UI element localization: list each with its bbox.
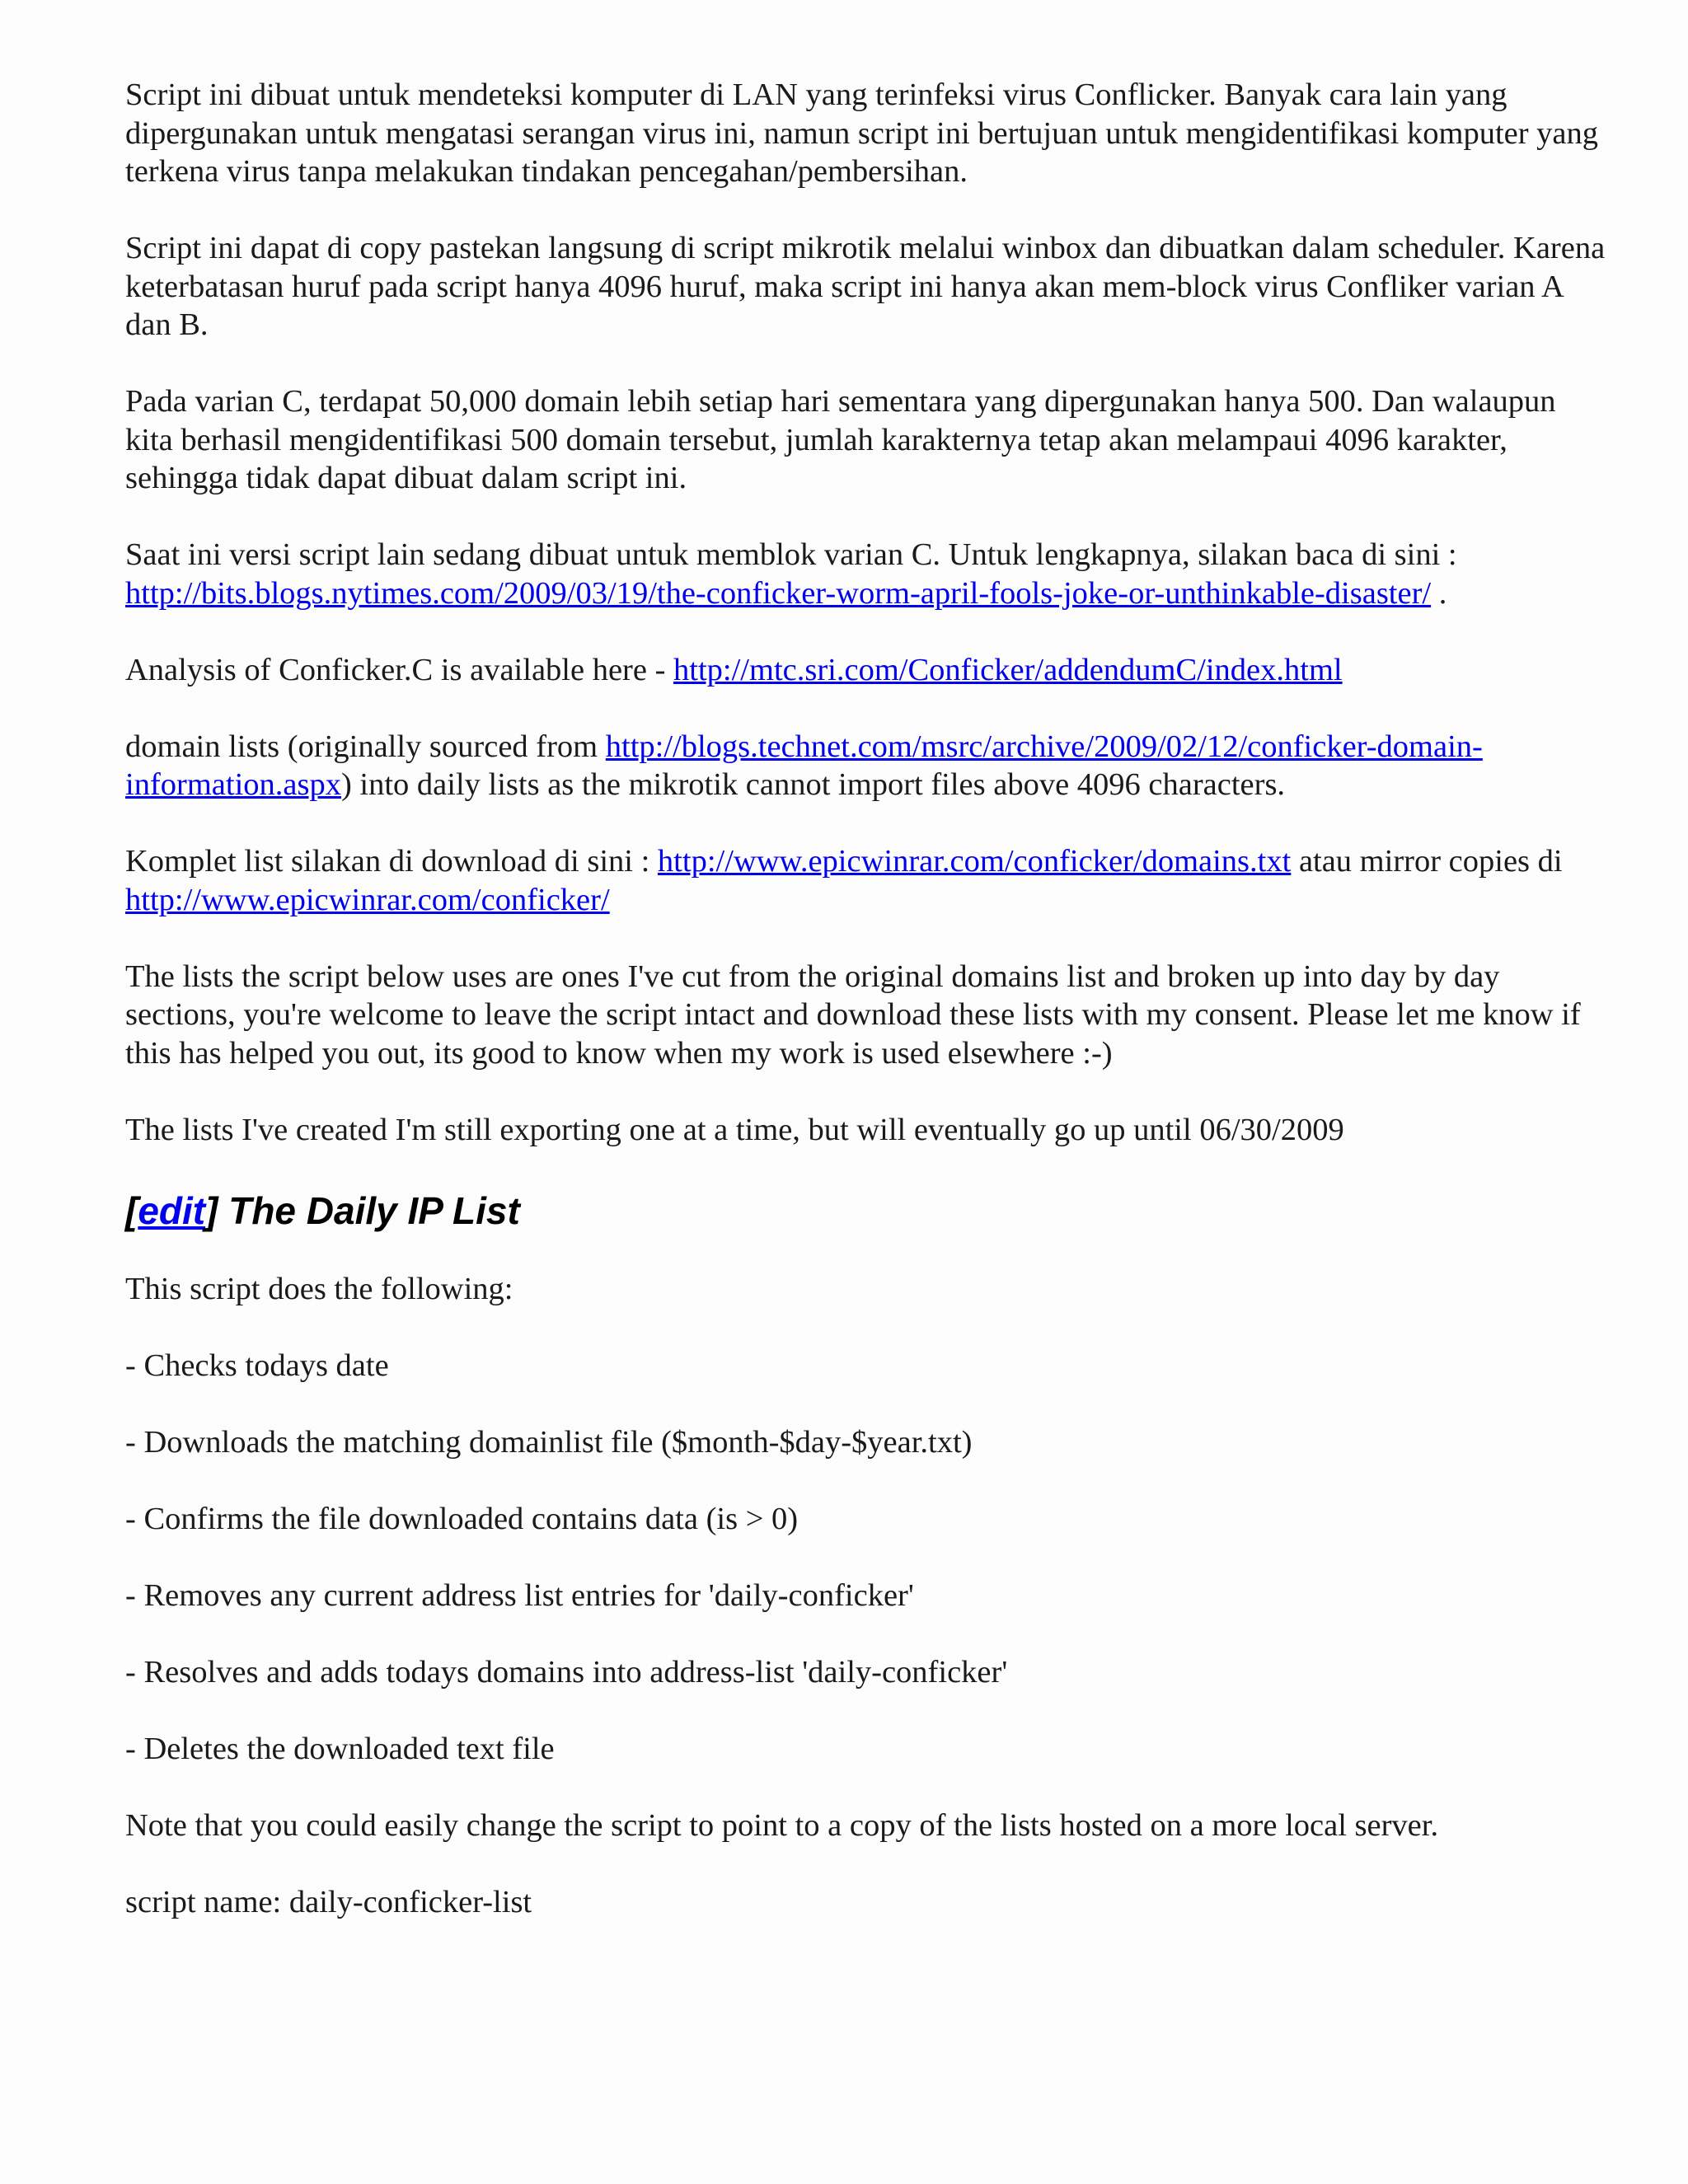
paragraph-domain-lists — [125, 728, 1609, 804]
sri-analysis-link[interactable]: http://mtc.sri.com/Conficker/addendumC/index.html — [673, 652, 1343, 687]
domains-txt-link[interactable]: http://www.epicwinrar.com/conficker/domains.txt — [657, 844, 1292, 879]
heading-title: The Daily IP List — [218, 1188, 520, 1232]
step-item: - Resolves and adds todays domains into address-list 'daily-conficker' — [125, 1654, 1008, 1690]
analysis-text: Analysis of Conficker.C is available here - — [125, 652, 674, 687]
step-item: - Checks todays date — [125, 1347, 389, 1383]
script-name: script name: daily-conficker-list — [125, 1884, 532, 1919]
domain-lists-end: ) into daily lists as the mikrotik cannot import files above 4096 characters. — [340, 767, 1286, 802]
read-more-text: Saat ini versi script lain sedang dibuat untuk memblok varian C. Untuk lengkapnya, silakan baca di sini : — [125, 537, 1457, 572]
step-item: - Downloads the matching domainlist file ($month-$day-$year.txt) — [125, 1424, 973, 1460]
paragraph-read-more — [125, 536, 1609, 612]
paragraph-export-status: The lists I've created I'm still exporting one at a time, but will eventually go up until 06/30/2009 — [125, 1112, 1344, 1147]
read-more-end: . — [1431, 575, 1447, 611]
section-heading — [125, 1188, 1609, 1234]
section-intro: This script does the following: — [125, 1271, 513, 1306]
heading-open-bracket: [ — [125, 1188, 138, 1232]
step-item: - Confirms the file downloaded contains data (is > 0) — [125, 1501, 799, 1536]
section-note: Note that you could easily change the script to point to a copy of the lists hosted on a more local server. — [125, 1807, 1439, 1843]
technet-link[interactable]: http://blogs.technet.com/msrc/archive/2009/02/12/conficker-domain-information.aspx — [125, 729, 1483, 802]
download-mid: atau mirror copies di — [1291, 844, 1563, 879]
mirror-link[interactable]: http://www.epicwinrar.com/conficker/ — [125, 882, 610, 917]
domain-lists-text: domain lists (originally sourced from — [125, 729, 606, 764]
paragraph-analysis — [125, 651, 1609, 690]
paragraph-variant-c: Pada varian C, terdapat 50,000 domain lebih setiap hari sementara yang dipergunakan hanya 500. Dan walaupun kita berhasil mengidentifikasi 500 domain tersebut, jumlah karakternya tetap akan melampaui 4096 karakter, sehingga tidak dapat dibuat dalam script ini. — [125, 384, 1556, 495]
heading-close-bracket: ] — [205, 1188, 218, 1232]
step-item: - Deletes the downloaded text file — [125, 1731, 555, 1766]
edit-link[interactable]: edit — [138, 1188, 206, 1232]
paragraph-download — [125, 842, 1609, 919]
nytimes-link[interactable]: http://bits.blogs.nytimes.com/2009/03/19/the-conficker-worm-april-fools-joke-or-unthinkable-disaster/ — [125, 575, 1432, 611]
download-text: Komplet list silakan di download di sini : — [125, 844, 658, 879]
document-page — [125, 76, 1609, 1960]
paragraph-script-usage: Script ini dapat di copy pastekan langsung di script mikrotik melalui winbox dan dibuatkan dalam scheduler. Karena keterbatasan huruf pada script hanya 4096 huruf, maka script ini hanya akan mem-block virus Confliker varian A dan B. — [125, 231, 1606, 342]
paragraph-lists-info: The lists the script below uses are ones I've cut from the original domains list and broken up into day by day sections, you're welcome to leave the script intact and download these lists with my consent. Please let me know if this has helped you out, its good to know when my work is used elsewhere :-) — [125, 958, 1581, 1071]
paragraph-intro: Script ini dibuat untuk mendeteksi komputer di LAN yang terinfeksi virus Conflicker. Banyak cara lain yang dipergunakan untuk mengatasi serangan virus ini, namun script ini bertujuan untuk mengidentifikasi komputer yang terkena virus tanpa melakukan tindakan pencegahan/pembersihan. — [125, 77, 1599, 189]
step-item: - Removes any current address list entries for 'daily-conficker' — [125, 1577, 914, 1613]
